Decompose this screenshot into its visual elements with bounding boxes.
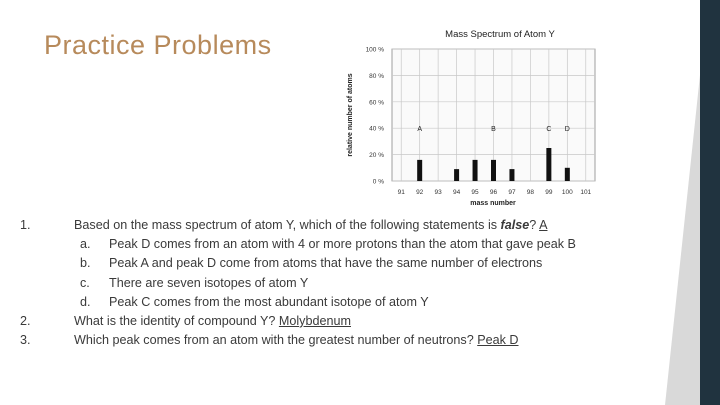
option-text: Peak D comes from an atom with 4 or more protons than the atom that gave peak B — [109, 237, 576, 252]
bar-96 — [491, 160, 496, 181]
y-tick-label: 0 % — [372, 178, 384, 186]
bar-95 — [473, 160, 478, 181]
x-tick-label: 95 — [471, 189, 479, 196]
peak-label-d: D — [564, 126, 570, 134]
x-tick-label: 93 — [434, 189, 442, 196]
y-tick-label: 40 % — [369, 125, 384, 133]
peak-label-a: A — [417, 126, 423, 134]
question-text: Which peak comes from an atom with the greatest number of neutrons? Peak D — [74, 333, 519, 348]
option-text: Peak A and peak D come from atoms that have the same number of electrons — [109, 256, 543, 271]
question-number: 2. — [20, 313, 31, 328]
option-c — [20, 274, 700, 293]
option-a — [20, 235, 700, 254]
question-text: Based on the mass spectrum of atom Y, which of the following statements is false? A — [74, 218, 548, 232]
question-number: 1. — [20, 218, 31, 232]
question-2 — [20, 312, 700, 331]
option-letter: c. — [80, 275, 90, 290]
x-tick-label: 98 — [526, 189, 535, 196]
bar-94 — [454, 169, 459, 181]
option-letter: a. — [80, 237, 91, 252]
question-1 — [20, 216, 700, 235]
option-text: Peak C comes from the most abundant isotope of atom Y — [109, 294, 429, 309]
mass-spectrum-chart — [340, 22, 630, 207]
bar-97 — [509, 169, 514, 181]
y-tick-label: 100 % — [365, 46, 384, 54]
option-text: There are seven isotopes of atom Y — [109, 275, 309, 290]
chart-title: Mass Spectrum of Atom Y — [445, 29, 555, 40]
option-b — [20, 254, 700, 273]
bar-99 — [546, 148, 551, 181]
peak-label-b: B — [491, 126, 496, 134]
emphasis-word: false — [500, 218, 530, 232]
answer: A — [539, 218, 548, 232]
x-tick-label: 96 — [489, 189, 498, 196]
x-tick-label: 94 — [452, 189, 461, 196]
x-tick-label: 100 — [561, 189, 573, 196]
y-axis-title: relative number of atoms — [347, 73, 354, 157]
x-tick-label: 101 — [580, 189, 592, 196]
answer: Peak D — [477, 333, 519, 348]
question-3 — [20, 331, 700, 350]
option-letter: b. — [80, 256, 91, 271]
y-tick-label: 80 % — [369, 72, 384, 80]
question-number: 3. — [20, 333, 31, 348]
answer: Molybdenum — [278, 313, 351, 328]
y-tick-label: 60 % — [369, 99, 384, 107]
bar-92 — [417, 160, 422, 181]
x-tick-label: 99 — [545, 189, 553, 196]
x-tick-label: 97 — [508, 189, 516, 196]
slide-title: Practice Problems — [44, 30, 272, 60]
x-tick-label: 92 — [416, 189, 424, 196]
option-letter: d. — [80, 294, 91, 309]
y-tick-label: 20 % — [369, 152, 384, 160]
bar-100 — [565, 168, 570, 181]
question-list — [20, 216, 700, 350]
x-axis-title: mass number — [470, 200, 516, 207]
question-text: What is the identity of compound Y? Molybdenum — [74, 313, 351, 328]
option-d — [20, 293, 700, 312]
peak-label-c: C — [546, 126, 552, 134]
x-tick-label: 91 — [397, 189, 405, 196]
